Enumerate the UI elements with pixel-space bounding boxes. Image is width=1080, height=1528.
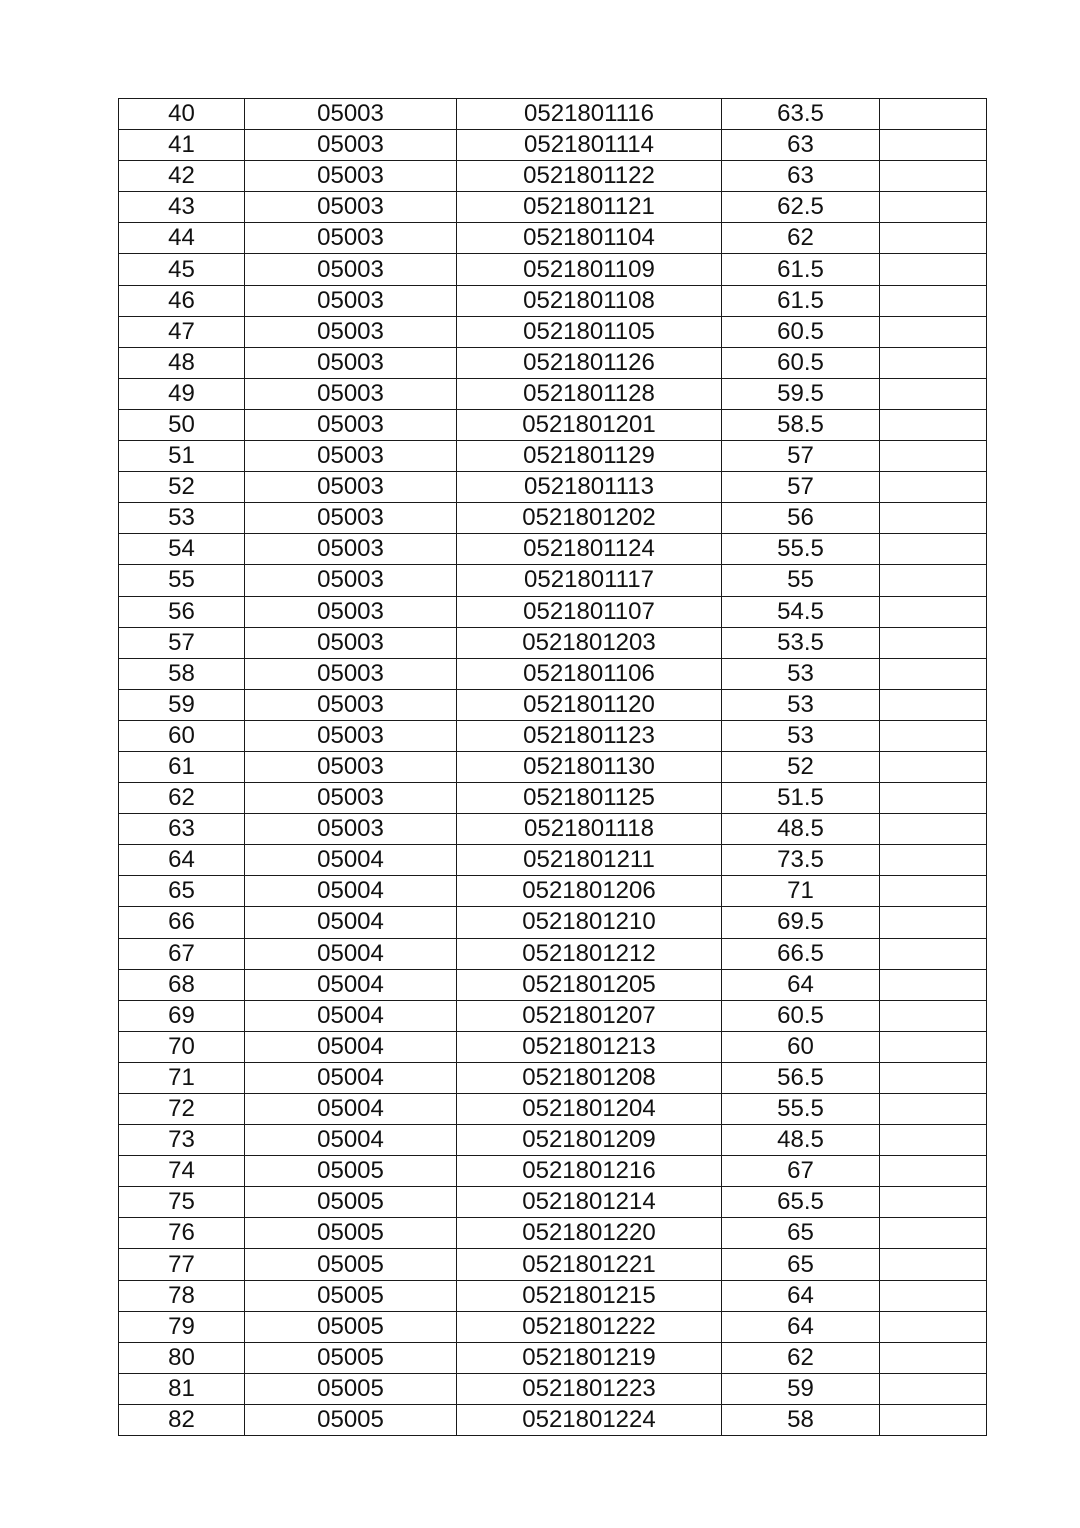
remark-cell: [880, 814, 987, 845]
exam-number-cell: 0521801106: [457, 658, 722, 689]
score-cell: 57: [722, 472, 880, 503]
exam-number-cell: 0521801205: [457, 969, 722, 1000]
remark-cell: [880, 907, 987, 938]
table-row: [119, 969, 987, 1000]
remark-cell: [880, 285, 987, 316]
table-row: [119, 1373, 987, 1404]
table-row: [119, 1280, 987, 1311]
exam-number-cell: 0521801113: [457, 472, 722, 503]
remark-cell: [880, 1311, 987, 1342]
exam-number-cell: 0521801123: [457, 720, 722, 751]
exam-number-cell: 0521801216: [457, 1156, 722, 1187]
position-code-cell: 05003: [245, 783, 457, 814]
table-row: [119, 347, 987, 378]
row-index-cell: 74: [119, 1156, 245, 1187]
remark-cell: [880, 658, 987, 689]
position-code-cell: 05005: [245, 1404, 457, 1435]
table-row: [119, 565, 987, 596]
remark-cell: [880, 1156, 987, 1187]
remark-cell: [880, 845, 987, 876]
position-code-cell: 05005: [245, 1187, 457, 1218]
table-row: [119, 1000, 987, 1031]
table-row: [119, 1249, 987, 1280]
remark-cell: [880, 99, 987, 130]
remark-cell: [880, 409, 987, 440]
position-code-cell: 05003: [245, 316, 457, 347]
score-cell: 60.5: [722, 316, 880, 347]
remark-cell: [880, 876, 987, 907]
table-row: [119, 441, 987, 472]
position-code-cell: 05003: [245, 378, 457, 409]
table-row: [119, 1094, 987, 1125]
exam-number-cell: 0521801129: [457, 441, 722, 472]
remark-cell: [880, 223, 987, 254]
remark-cell: [880, 1031, 987, 1062]
score-cell: 71: [722, 876, 880, 907]
remark-cell: [880, 1218, 987, 1249]
exam-number-cell: 0521801122: [457, 161, 722, 192]
remark-cell: [880, 1000, 987, 1031]
exam-number-cell: 0521801120: [457, 689, 722, 720]
position-code-cell: 05003: [245, 441, 457, 472]
row-index-cell: 54: [119, 534, 245, 565]
score-cell: 64: [722, 1280, 880, 1311]
position-code-cell: 05003: [245, 689, 457, 720]
exam-number-cell: 0521801128: [457, 378, 722, 409]
position-code-cell: 05003: [245, 751, 457, 782]
exam-number-cell: 0521801209: [457, 1125, 722, 1156]
table-row: [119, 720, 987, 751]
score-cell: 53.5: [722, 627, 880, 658]
score-cell: 62: [722, 223, 880, 254]
score-cell: 59.5: [722, 378, 880, 409]
position-code-cell: 05004: [245, 876, 457, 907]
exam-number-cell: 0521801104: [457, 223, 722, 254]
score-cell: 52: [722, 751, 880, 782]
table-row: [119, 472, 987, 503]
position-code-cell: 05003: [245, 409, 457, 440]
exam-number-cell: 0521801214: [457, 1187, 722, 1218]
position-code-cell: 05003: [245, 503, 457, 534]
table-row: [119, 130, 987, 161]
score-cell: 55.5: [722, 1094, 880, 1125]
exam-number-cell: 0521801114: [457, 130, 722, 161]
remark-cell: [880, 783, 987, 814]
row-index-cell: 49: [119, 378, 245, 409]
exam-number-cell: 0521801126: [457, 347, 722, 378]
row-index-cell: 67: [119, 938, 245, 969]
position-code-cell: 05004: [245, 938, 457, 969]
score-cell: 62: [722, 1342, 880, 1373]
exam-number-cell: 0521801220: [457, 1218, 722, 1249]
score-table: [118, 98, 987, 1436]
score-cell: 63.5: [722, 99, 880, 130]
score-cell: 65.5: [722, 1187, 880, 1218]
score-cell: 56: [722, 503, 880, 534]
score-cell: 51.5: [722, 783, 880, 814]
table-row: [119, 876, 987, 907]
remark-cell: [880, 161, 987, 192]
position-code-cell: 05004: [245, 1125, 457, 1156]
row-index-cell: 56: [119, 596, 245, 627]
position-code-cell: 05005: [245, 1218, 457, 1249]
score-cell: 65: [722, 1249, 880, 1280]
row-index-cell: 64: [119, 845, 245, 876]
remark-cell: [880, 938, 987, 969]
table-row: [119, 534, 987, 565]
score-cell: 58.5: [722, 409, 880, 440]
row-index-cell: 77: [119, 1249, 245, 1280]
position-code-cell: 05003: [245, 130, 457, 161]
row-index-cell: 75: [119, 1187, 245, 1218]
exam-number-cell: 0521801121: [457, 192, 722, 223]
row-index-cell: 40: [119, 99, 245, 130]
table-row: [119, 99, 987, 130]
position-code-cell: 05003: [245, 254, 457, 285]
exam-number-cell: 0521801204: [457, 1094, 722, 1125]
score-cell: 53: [722, 658, 880, 689]
position-code-cell: 05003: [245, 534, 457, 565]
position-code-cell: 05003: [245, 814, 457, 845]
exam-number-cell: 0521801213: [457, 1031, 722, 1062]
score-table-body: [119, 99, 987, 1436]
position-code-cell: 05004: [245, 907, 457, 938]
remark-cell: [880, 565, 987, 596]
exam-number-cell: 0521801223: [457, 1373, 722, 1404]
position-code-cell: 05003: [245, 720, 457, 751]
remark-cell: [880, 534, 987, 565]
table-row: [119, 285, 987, 316]
position-code-cell: 05004: [245, 845, 457, 876]
score-cell: 63: [722, 130, 880, 161]
position-code-cell: 05003: [245, 658, 457, 689]
remark-cell: [880, 720, 987, 751]
score-cell: 48.5: [722, 1125, 880, 1156]
score-cell: 58: [722, 1404, 880, 1435]
row-index-cell: 58: [119, 658, 245, 689]
remark-cell: [880, 1094, 987, 1125]
position-code-cell: 05003: [245, 161, 457, 192]
position-code-cell: 05004: [245, 1031, 457, 1062]
table-row: [119, 596, 987, 627]
exam-number-cell: 0521801207: [457, 1000, 722, 1031]
remark-cell: [880, 1249, 987, 1280]
remark-cell: [880, 751, 987, 782]
score-cell: 69.5: [722, 907, 880, 938]
position-code-cell: 05005: [245, 1311, 457, 1342]
position-code-cell: 05005: [245, 1342, 457, 1373]
remark-cell: [880, 192, 987, 223]
table-row: [119, 907, 987, 938]
row-index-cell: 71: [119, 1062, 245, 1093]
score-cell: 55.5: [722, 534, 880, 565]
table-row: [119, 627, 987, 658]
exam-number-cell: 0521801215: [457, 1280, 722, 1311]
row-index-cell: 62: [119, 783, 245, 814]
position-code-cell: 05005: [245, 1373, 457, 1404]
remark-cell: [880, 254, 987, 285]
position-code-cell: 05003: [245, 99, 457, 130]
table-row: [119, 783, 987, 814]
table-row: [119, 192, 987, 223]
position-code-cell: 05003: [245, 565, 457, 596]
remark-cell: [880, 1342, 987, 1373]
exam-number-cell: 0521801206: [457, 876, 722, 907]
exam-number-cell: 0521801212: [457, 938, 722, 969]
row-index-cell: 70: [119, 1031, 245, 1062]
table-row: [119, 1404, 987, 1435]
remark-cell: [880, 441, 987, 472]
score-cell: 48.5: [722, 814, 880, 845]
score-cell: 57: [722, 441, 880, 472]
position-code-cell: 05004: [245, 1000, 457, 1031]
table-row: [119, 751, 987, 782]
table-row: [119, 1125, 987, 1156]
row-index-cell: 51: [119, 441, 245, 472]
row-index-cell: 63: [119, 814, 245, 845]
position-code-cell: 05005: [245, 1249, 457, 1280]
table-row: [119, 1311, 987, 1342]
position-code-cell: 05004: [245, 1062, 457, 1093]
exam-number-cell: 0521801224: [457, 1404, 722, 1435]
table-row: [119, 1342, 987, 1373]
remark-cell: [880, 347, 987, 378]
exam-number-cell: 0521801222: [457, 1311, 722, 1342]
score-cell: 53: [722, 720, 880, 751]
exam-number-cell: 0521801124: [457, 534, 722, 565]
row-index-cell: 73: [119, 1125, 245, 1156]
row-index-cell: 52: [119, 472, 245, 503]
position-code-cell: 05003: [245, 192, 457, 223]
exam-number-cell: 0521801210: [457, 907, 722, 938]
exam-number-cell: 0521801108: [457, 285, 722, 316]
exam-number-cell: 0521801118: [457, 814, 722, 845]
position-code-cell: 05005: [245, 1156, 457, 1187]
table-row: [119, 378, 987, 409]
score-cell: 62.5: [722, 192, 880, 223]
row-index-cell: 53: [119, 503, 245, 534]
score-cell: 59: [722, 1373, 880, 1404]
remark-cell: [880, 1280, 987, 1311]
remark-cell: [880, 130, 987, 161]
score-cell: 60: [722, 1031, 880, 1062]
score-cell: 66.5: [722, 938, 880, 969]
exam-number-cell: 0521801107: [457, 596, 722, 627]
table-row: [119, 814, 987, 845]
table-row: [119, 503, 987, 534]
row-index-cell: 68: [119, 969, 245, 1000]
remark-cell: [880, 503, 987, 534]
row-index-cell: 60: [119, 720, 245, 751]
exam-number-cell: 0521801201: [457, 409, 722, 440]
score-cell: 53: [722, 689, 880, 720]
table-row: [119, 1031, 987, 1062]
table-row: [119, 161, 987, 192]
position-code-cell: 05003: [245, 285, 457, 316]
remark-cell: [880, 596, 987, 627]
exam-number-cell: 0521801202: [457, 503, 722, 534]
row-index-cell: 78: [119, 1280, 245, 1311]
exam-number-cell: 0521801105: [457, 316, 722, 347]
row-index-cell: 47: [119, 316, 245, 347]
score-cell: 65: [722, 1218, 880, 1249]
position-code-cell: 05003: [245, 627, 457, 658]
remark-cell: [880, 969, 987, 1000]
row-index-cell: 69: [119, 1000, 245, 1031]
remark-cell: [880, 627, 987, 658]
remark-cell: [880, 1404, 987, 1435]
row-index-cell: 43: [119, 192, 245, 223]
row-index-cell: 44: [119, 223, 245, 254]
row-index-cell: 50: [119, 409, 245, 440]
table-row: [119, 1062, 987, 1093]
remark-cell: [880, 316, 987, 347]
table-row: [119, 658, 987, 689]
exam-number-cell: 0521801109: [457, 254, 722, 285]
score-cell: 56.5: [722, 1062, 880, 1093]
position-code-cell: 05003: [245, 347, 457, 378]
row-index-cell: 45: [119, 254, 245, 285]
position-code-cell: 05004: [245, 1094, 457, 1125]
score-cell: 61.5: [722, 254, 880, 285]
position-code-cell: 05003: [245, 223, 457, 254]
remark-cell: [880, 1125, 987, 1156]
row-index-cell: 82: [119, 1404, 245, 1435]
row-index-cell: 46: [119, 285, 245, 316]
score-cell: 64: [722, 969, 880, 1000]
row-index-cell: 76: [119, 1218, 245, 1249]
score-cell: 61.5: [722, 285, 880, 316]
remark-cell: [880, 472, 987, 503]
position-code-cell: 05003: [245, 472, 457, 503]
table-row: [119, 938, 987, 969]
exam-number-cell: 0521801125: [457, 783, 722, 814]
exam-number-cell: 0521801211: [457, 845, 722, 876]
exam-number-cell: 0521801208: [457, 1062, 722, 1093]
exam-number-cell: 0521801117: [457, 565, 722, 596]
score-cell: 54.5: [722, 596, 880, 627]
score-cell: 73.5: [722, 845, 880, 876]
score-cell: 60.5: [722, 1000, 880, 1031]
row-index-cell: 81: [119, 1373, 245, 1404]
row-index-cell: 57: [119, 627, 245, 658]
score-cell: 63: [722, 161, 880, 192]
table-row: [119, 316, 987, 347]
table-row: [119, 1156, 987, 1187]
table-row: [119, 845, 987, 876]
table-row: [119, 1187, 987, 1218]
exam-number-cell: 0521801116: [457, 99, 722, 130]
row-index-cell: 42: [119, 161, 245, 192]
remark-cell: [880, 689, 987, 720]
exam-number-cell: 0521801203: [457, 627, 722, 658]
row-index-cell: 72: [119, 1094, 245, 1125]
remark-cell: [880, 378, 987, 409]
row-index-cell: 61: [119, 751, 245, 782]
table-row: [119, 409, 987, 440]
score-cell: 64: [722, 1311, 880, 1342]
row-index-cell: 59: [119, 689, 245, 720]
table-row: [119, 689, 987, 720]
row-index-cell: 55: [119, 565, 245, 596]
table-row: [119, 254, 987, 285]
table-row: [119, 1218, 987, 1249]
position-code-cell: 05005: [245, 1280, 457, 1311]
remark-cell: [880, 1373, 987, 1404]
exam-number-cell: 0521801130: [457, 751, 722, 782]
score-cell: 67: [722, 1156, 880, 1187]
remark-cell: [880, 1062, 987, 1093]
row-index-cell: 48: [119, 347, 245, 378]
table-row: [119, 223, 987, 254]
exam-number-cell: 0521801219: [457, 1342, 722, 1373]
row-index-cell: 79: [119, 1311, 245, 1342]
remark-cell: [880, 1187, 987, 1218]
row-index-cell: 80: [119, 1342, 245, 1373]
score-cell: 55: [722, 565, 880, 596]
row-index-cell: 41: [119, 130, 245, 161]
row-index-cell: 66: [119, 907, 245, 938]
position-code-cell: 05004: [245, 969, 457, 1000]
score-cell: 60.5: [722, 347, 880, 378]
exam-number-cell: 0521801221: [457, 1249, 722, 1280]
position-code-cell: 05003: [245, 596, 457, 627]
row-index-cell: 65: [119, 876, 245, 907]
